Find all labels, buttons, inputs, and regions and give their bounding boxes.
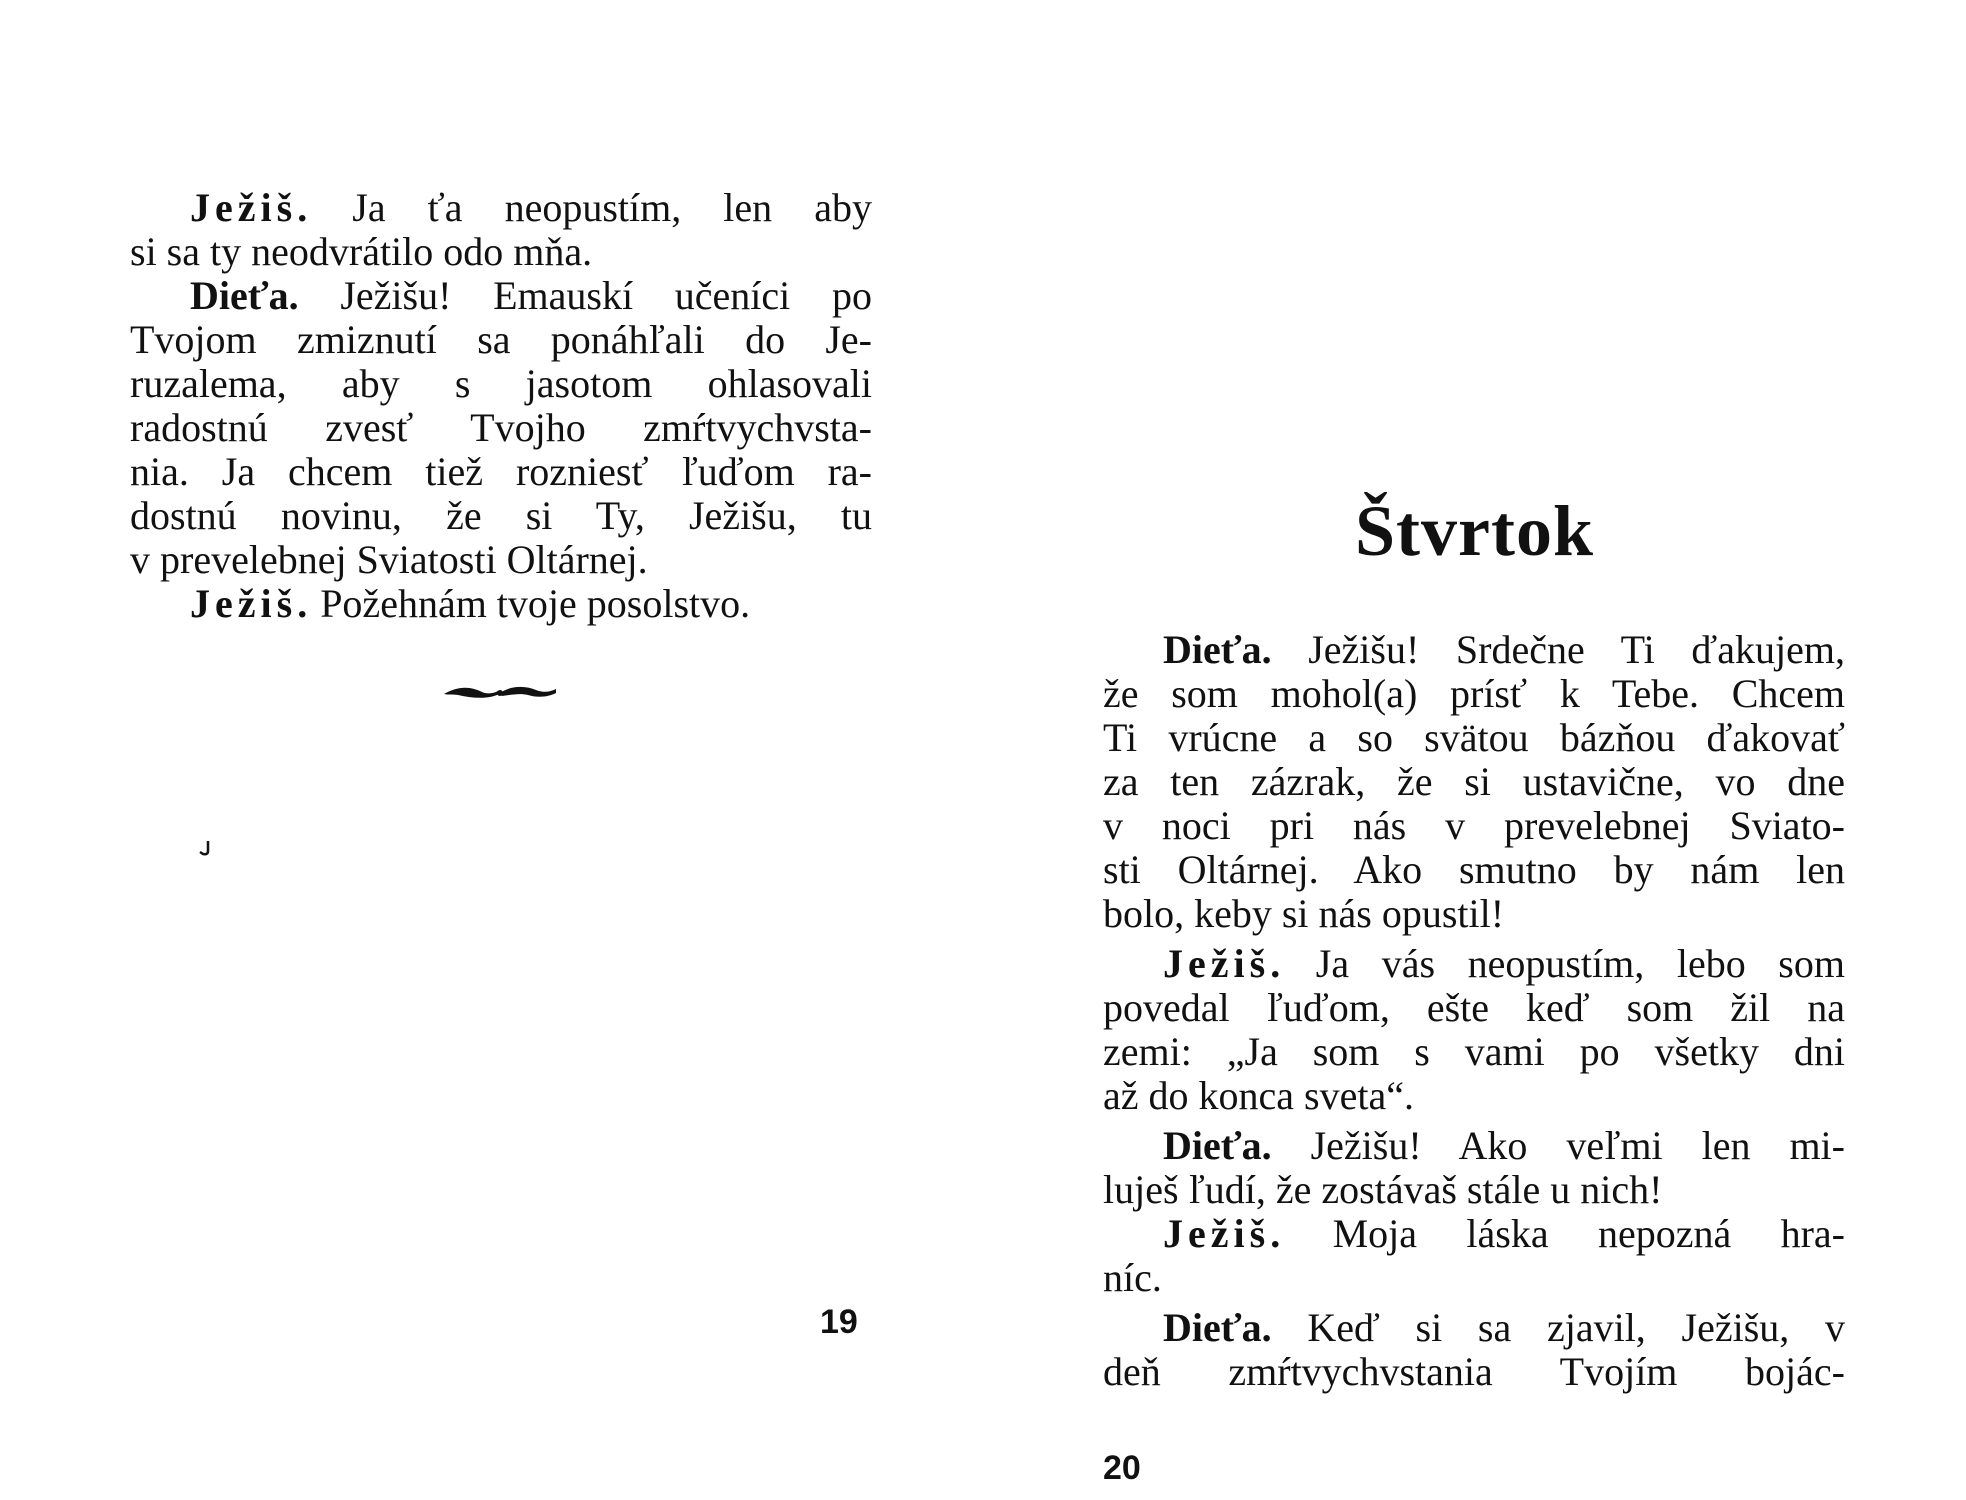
text-line: Tvojom zmiznutí sa ponáhľali do Je- bbox=[130, 317, 872, 362]
text-line: níc. bbox=[1103, 1255, 1162, 1300]
page-title: Štvrtok bbox=[1355, 491, 1594, 571]
text-line: nia. Ja chcem tiež rozniesť ľuďom ra- bbox=[130, 449, 872, 494]
speaker-label: Ježiš. bbox=[1163, 941, 1286, 986]
right-page bbox=[983, 0, 1966, 1500]
text-line: za ten zázrak, že si ustavične, vo dne bbox=[1103, 759, 1845, 804]
text-line: bolo, keby si nás opustil! bbox=[1103, 891, 1505, 936]
paragraph bbox=[1103, 942, 1845, 1118]
text-line bbox=[1103, 628, 1845, 672]
text-line: v noci pri nás v prevelebnej Sviato- bbox=[1103, 803, 1845, 848]
speaker-label: Dieťa. bbox=[1163, 1123, 1272, 1168]
paragraph bbox=[130, 274, 872, 582]
fleuron-ornament-icon bbox=[440, 682, 560, 702]
speaker-label: Ježiš. bbox=[1163, 1211, 1286, 1256]
line-text: Ja ťa neopustím, len aby bbox=[352, 185, 872, 230]
text-line bbox=[130, 274, 872, 318]
text-line: zemi: „Ja som s vami po všetky dni bbox=[1103, 1029, 1845, 1074]
line-text: Ježišu! Srdečne Ti ďakujem, bbox=[1308, 627, 1845, 672]
line-text: Požehnám tvoje posolstvo. bbox=[320, 581, 751, 626]
text-line: Ti vrúcne a so svätou bázňou ďakovať bbox=[1103, 715, 1845, 760]
paragraph bbox=[1103, 1306, 1845, 1394]
page-number: 20 bbox=[1103, 1449, 1141, 1487]
text-line: ruzalema, aby s jasotom ohlasovali bbox=[130, 361, 872, 406]
text-line: radostnú zvesť Tvojho zmŕtvychvsta- bbox=[130, 405, 872, 450]
text-line bbox=[1103, 1212, 1845, 1256]
text-line: sti Oltárnej. Ako smutno by nám len bbox=[1103, 847, 1845, 892]
text-line bbox=[130, 582, 872, 626]
line-text: Ja vás neopustím, lebo som bbox=[1315, 941, 1845, 986]
speaker-label: Dieťa. bbox=[1163, 627, 1272, 672]
paragraph bbox=[1103, 1124, 1845, 1212]
text-line: povedal ľuďom, ešte keď som žil na bbox=[1103, 985, 1845, 1030]
line-text: Keď si sa zjavil, Ježišu, v bbox=[1307, 1305, 1845, 1350]
text-line: v prevelebnej Sviatosti Oltárnej. bbox=[130, 537, 648, 582]
text-line bbox=[1103, 1124, 1845, 1168]
left-page-text bbox=[130, 186, 872, 626]
text-line: deň zmŕtvychvstania Tvojím bojác- bbox=[1103, 1349, 1845, 1394]
line-text: Ježišu! Ako veľmi len mi- bbox=[1310, 1123, 1845, 1168]
text-line: dostnú novinu, že si Ty, Ježišu, tu bbox=[130, 493, 872, 538]
paragraph bbox=[1103, 1212, 1845, 1300]
text-line: až do konca sveta“. bbox=[1103, 1073, 1414, 1118]
line-text: Moja láska nepozná hra- bbox=[1332, 1211, 1846, 1256]
text-line: luješ ľudí, že zostávaš stále u nich! bbox=[1103, 1167, 1663, 1212]
speaker-label: Ježiš. bbox=[190, 185, 313, 230]
paragraph bbox=[130, 186, 872, 274]
speaker-label: Dieťa. bbox=[190, 273, 299, 318]
right-page-text bbox=[1103, 628, 1845, 1394]
paragraph bbox=[1103, 628, 1845, 936]
speaker-label: Dieťa. bbox=[1163, 1305, 1272, 1350]
page-number: 19 bbox=[820, 1303, 858, 1341]
text-line bbox=[1103, 942, 1845, 986]
text-line bbox=[1103, 1306, 1845, 1350]
paragraph bbox=[130, 582, 872, 626]
speaker-label: Ježiš. bbox=[190, 581, 313, 626]
text-line bbox=[130, 186, 872, 230]
line-text: Ježišu! Emauskí učeníci po bbox=[340, 273, 872, 318]
text-line: si sa ty neodvrátilo odo mňa. bbox=[130, 229, 593, 274]
stray-mark-icon bbox=[198, 840, 212, 856]
text-line: že som mohol(a) prísť k Tebe. Chcem bbox=[1103, 671, 1845, 716]
